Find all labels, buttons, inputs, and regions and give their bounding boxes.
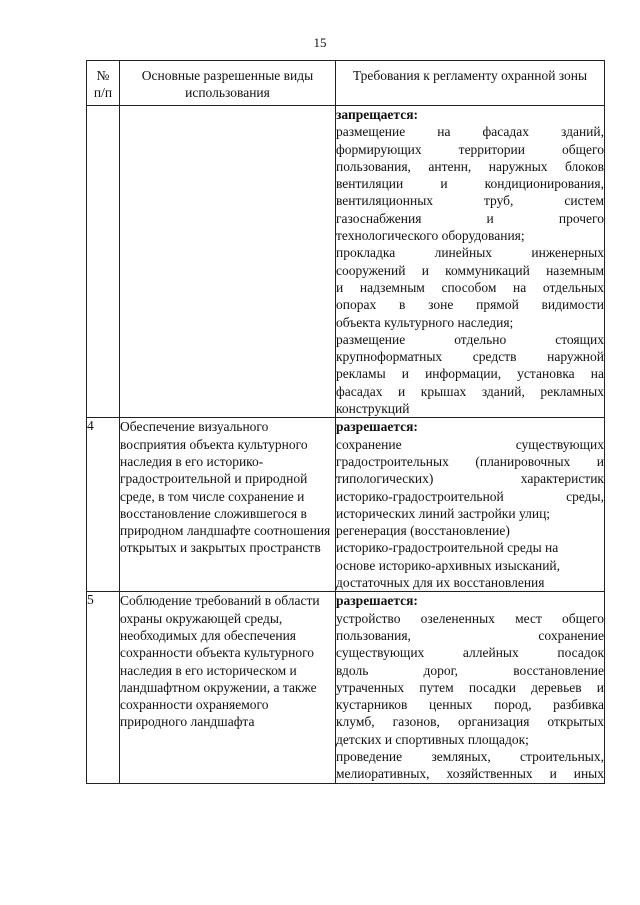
- requirement-line: конструкций: [336, 401, 410, 417]
- requirement-line: утраченных путем посадки деревьев и: [336, 679, 604, 695]
- requirement-line: вдоль дорог, восстановление: [336, 662, 604, 678]
- requirement-line: вентиляционных труб, систем: [336, 193, 604, 209]
- page-number: 15: [313, 35, 327, 50]
- requirement-line: мелиоративных, хозяйственных и иных: [336, 766, 604, 782]
- row-number: [87, 106, 120, 418]
- row-allowed-uses: [120, 106, 336, 418]
- row-requirements: [336, 106, 605, 418]
- row-requirements: [336, 418, 605, 592]
- requirement-line: прокладка линейных инженерных: [336, 245, 604, 261]
- requirement-line: историко-градостроительной среды на: [336, 540, 559, 556]
- header-number: № п/п: [87, 61, 120, 106]
- requirement-line: кустарников ценных пород, разбивка: [336, 697, 604, 713]
- requirement-line: типологических) характеристик: [336, 471, 604, 487]
- header-uses: Основные разрешенные виды использования: [120, 61, 336, 106]
- requirement-line: устройство озелененных мест общего: [336, 610, 604, 626]
- row-allowed-uses: Соблюдение требований в области охраны окружающей среды, необходимых для обеспечения сохранности объекта культурного наследия в его историческом и ландшафтном окружении, а также сохранности охраняемого природного ландшафта: [120, 592, 336, 783]
- header-requirements: Требования к регламенту охранной зоны: [336, 61, 605, 106]
- requirement-heading: разрешается:: [336, 593, 418, 609]
- requirement-line: проведение земляных, строительных,: [336, 748, 604, 764]
- regulation-table: [86, 60, 605, 784]
- requirement-line: размещение на фасадах зданий,: [336, 124, 604, 140]
- requirement-line: рекламы и информации, установка на: [336, 366, 604, 382]
- requirement-line: клумб, газонов, организация открытых: [336, 714, 604, 730]
- requirement-heading: запрещается:: [336, 107, 419, 122]
- requirement-line: регенерация (восстановление): [336, 523, 510, 539]
- requirement-heading: разрешается:: [336, 419, 418, 435]
- table-row: [87, 592, 605, 783]
- requirement-line: размещение отдельно стоящих: [336, 331, 604, 347]
- requirement-line: существующих аллейных посадок: [336, 645, 604, 661]
- requirement-line: детских и спортивных площадок;: [336, 731, 529, 747]
- requirement-line: газоснабжения и прочего: [336, 210, 604, 226]
- table-row: [87, 418, 605, 592]
- requirement-line: пользования, сохранение: [336, 627, 604, 643]
- requirement-line: и надземным способом на отдельных: [336, 279, 604, 295]
- requirement-line: объекта культурного наследия;: [336, 314, 514, 330]
- row-allowed-uses: Обеспечение визуального восприятия объекта культурного наследия в его историко-градостроительной и природной среде, в том числе сохранение и восстановление сложившегося в природном ландшафте соотношения открытых и закрытых пространств: [120, 418, 336, 592]
- requirement-line: основе историко-архивных изысканий,: [336, 557, 561, 573]
- requirement-line: достаточных для их восстановления: [336, 575, 545, 591]
- requirement-line: крупноформатных средств наружной: [336, 349, 604, 365]
- requirement-line: фасадах и крышах зданий, рекламных: [336, 383, 604, 399]
- requirement-line: сохранение существующих: [336, 436, 604, 452]
- requirement-line: исторических линий застройки улиц;: [336, 505, 551, 521]
- table-header-row: [87, 61, 605, 106]
- requirement-line: вентиляции и кондиционирования,: [336, 176, 604, 192]
- requirement-line: градостроительных (планировочных и: [336, 453, 604, 469]
- row-number: 5: [87, 592, 120, 783]
- requirement-line: сооружений и коммуникаций наземным: [336, 262, 604, 278]
- requirement-line: формирующих территории общего: [336, 141, 604, 157]
- row-number: 4: [87, 418, 120, 592]
- requirement-line: историко-градостроительной среды,: [336, 488, 604, 504]
- requirement-line: технологического оборудования;: [336, 228, 525, 244]
- row-requirements: [336, 592, 605, 783]
- requirement-line: опорах в зоне прямой видимости: [336, 297, 604, 313]
- table-row: [87, 106, 605, 418]
- requirement-line: пользования, антенн, наружных блоков: [336, 158, 604, 174]
